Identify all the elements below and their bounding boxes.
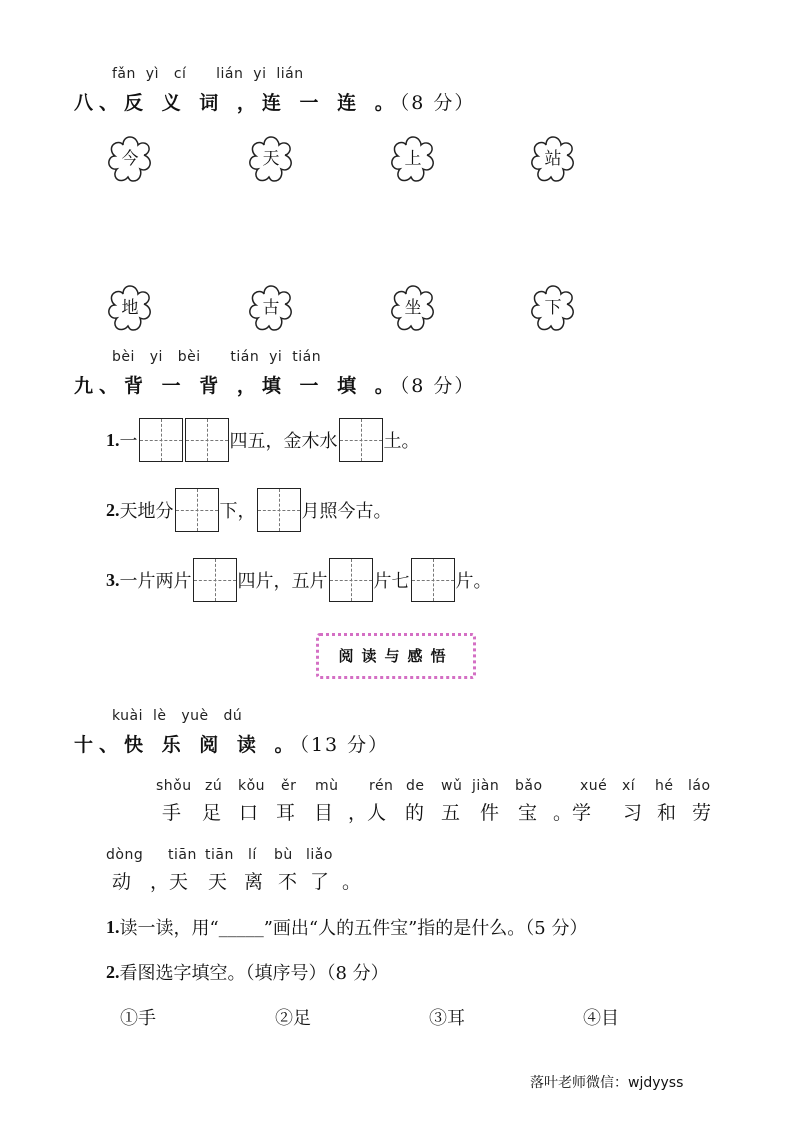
section10-title: 十、快 乐 阅 读 。（13 分） — [74, 734, 390, 756]
antonym-char: 坐 — [404, 298, 422, 318]
answer-box[interactable] — [257, 488, 301, 532]
flower-card[interactable] — [387, 133, 439, 185]
flower-card[interactable] — [104, 282, 156, 334]
antonym-char: 站 — [544, 149, 562, 169]
antonym-char: 下 — [544, 298, 562, 318]
section10-pinyin: kuài lè yuè dú — [112, 708, 243, 724]
blank-line: _____ — [218, 916, 264, 938]
flower-card[interactable] — [245, 282, 297, 334]
answer-box[interactable] — [193, 558, 237, 602]
banner-label: 阅读与感悟 — [316, 633, 476, 679]
section9-title: 九、背 一 背 ，填 一 填 。（8 分） — [74, 375, 476, 397]
antonym-char: 古 — [262, 298, 280, 318]
answer-box[interactable] — [329, 558, 373, 602]
answer-box[interactable] — [339, 418, 383, 462]
reading-banner — [316, 633, 476, 679]
option-item[interactable]: ①手 — [120, 1008, 156, 1029]
fill-question-1: 1. 一 四五，金木水 土。 — [106, 418, 420, 462]
antonym-char: 地 — [121, 298, 139, 318]
antonym-char: 天 — [262, 149, 280, 169]
reading-question-2: 2. 看图选字填空。（填序号）（8 分） — [106, 961, 389, 984]
antonym-char: 上 — [404, 149, 422, 169]
flower-card[interactable] — [104, 133, 156, 185]
flower-card[interactable] — [387, 282, 439, 334]
answer-box[interactable] — [411, 558, 455, 602]
reading-question-1: 1. 读一读，用“ _____ ”画出“人的五件宝”指的是什么。（5 分） — [106, 916, 588, 939]
fill-question-3: 3. 一片两片 四片，五片 片七 片。 — [106, 558, 492, 602]
section8-pinyin: fǎn yì cí lián yi lián — [112, 66, 304, 82]
footer-watermark: 落叶老师微信：wjdyyss — [530, 1075, 684, 1091]
section9-pinyin: bèi yi bèi tián yi tián — [112, 349, 322, 365]
flower-card[interactable] — [527, 282, 579, 334]
answer-box[interactable] — [139, 418, 183, 462]
option-item[interactable]: ③耳 — [429, 1008, 465, 1029]
answer-box[interactable] — [175, 488, 219, 532]
flower-card[interactable] — [527, 133, 579, 185]
section8-title: 八、反 义 词 ，连 一 连 。（8 分） — [74, 92, 476, 114]
flower-card[interactable] — [245, 133, 297, 185]
fill-question-2: 2. 天地分 下， 月照今古。 — [106, 488, 392, 532]
option-item[interactable]: ④目 — [583, 1008, 619, 1029]
answer-box[interactable] — [185, 418, 229, 462]
antonym-char: 今 — [121, 149, 139, 169]
option-item[interactable]: ②足 — [275, 1008, 311, 1029]
